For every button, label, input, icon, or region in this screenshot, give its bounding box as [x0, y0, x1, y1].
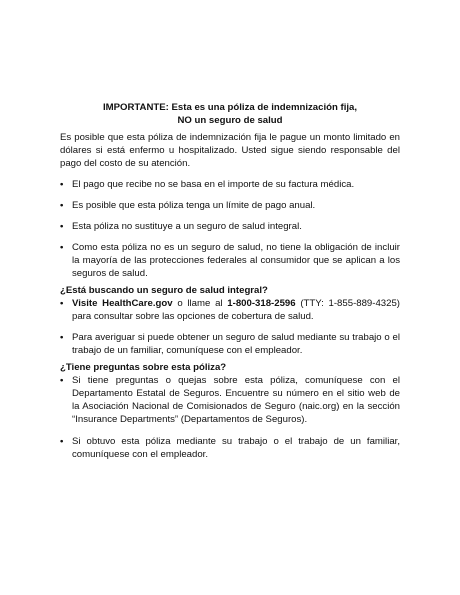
bullet-icon: •	[60, 298, 64, 309]
list-item-text: Si obtuvo esta póliza mediante su trabajo o el trabajo de un familiar, comuníquese con el empleador.	[72, 436, 400, 460]
list-item-text: Como esta póliza no es un seguro de salud, no tiene la obligación de incluir la mayoría de las protecciones federales al consumidor que se aplican a los seguros de salud.	[72, 242, 400, 279]
list-item	[60, 199, 400, 212]
list-item-text: Esta póliza no sustituye a un seguro de salud integral.	[72, 221, 302, 232]
title-line-2: NO un seguro de salud	[177, 115, 283, 126]
list-item-text: El pago que recibe no se basa en el importe de su factura médica.	[72, 179, 355, 190]
integral-list	[60, 297, 400, 357]
bullet-icon: •	[60, 221, 64, 232]
bullet-icon: •	[60, 375, 64, 386]
bullet-icon: •	[60, 436, 64, 447]
section-heading-integral: ¿Está buscando un seguro de salud integral?	[60, 285, 268, 296]
list-item	[60, 220, 400, 233]
bullet-icon: •	[60, 200, 64, 211]
list-item-text: (TTY: 1-855-889-4325) para consultar sobre las opciones de cobertura de salud.	[72, 298, 400, 322]
page-title	[60, 101, 400, 127]
list-item	[60, 178, 400, 191]
list-item	[60, 241, 400, 280]
bullet-icon: •	[60, 332, 64, 343]
list-item	[60, 374, 400, 426]
list-item-text: Para averiguar si puede obtener un seguro de salud mediante su trabajo o el trabajo de un familiar, comuníquese con el empleador.	[72, 332, 400, 356]
preguntas-list	[60, 374, 400, 461]
bullet-icon: •	[60, 179, 64, 190]
list-item	[60, 297, 400, 323]
list-item	[60, 331, 400, 357]
list-item-text: Si tiene preguntas o quejas sobre esta póliza, comuníquese con el Departamento Estatal de Seguros. Encuentre su número en el sitio web de la Asociación Nacional de Comisionados de Seguro (naic.org) en la sección “Insurance Departments” (Departamentos de Seguros).	[72, 375, 400, 425]
title-line-1: IMPORTANTE: Esta es una póliza de indemnización fija,	[102, 102, 358, 113]
healthcare-link[interactable]: Visite HealthCare.gov	[72, 298, 173, 309]
list-item-text: Es posible que esta póliza tenga un límite de pago anual.	[72, 200, 316, 211]
bullet-icon: •	[60, 242, 64, 253]
section-heading-preguntas: ¿Tiene preguntas sobre esta póliza?	[60, 362, 227, 373]
phone-number[interactable]: 1-800-318-2596	[227, 298, 296, 309]
intro-paragraph: Es posible que esta póliza de indemnización fija le pague un monto limitado en dólares si está enfermo u hospitalizado. Usted sigue siendo responsable del pago del costo de su atención.	[60, 132, 400, 169]
list-item	[60, 435, 400, 461]
list-item-text: o llame al	[172, 298, 228, 309]
